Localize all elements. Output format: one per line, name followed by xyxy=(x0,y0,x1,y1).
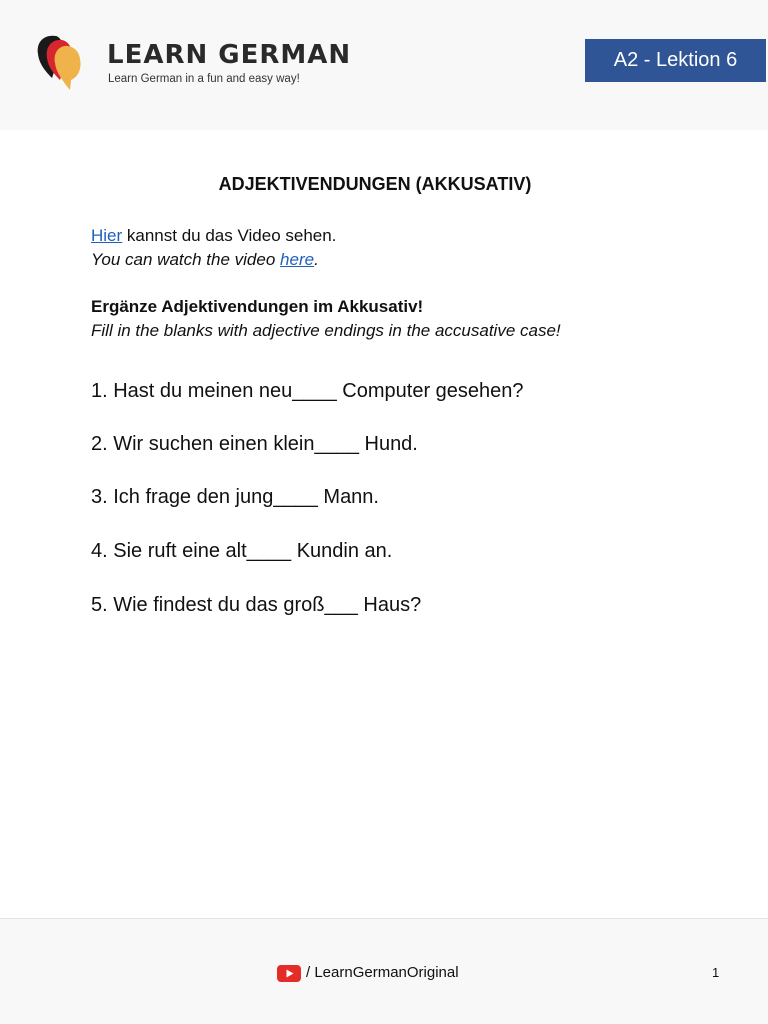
lesson-badge: A2 - Lektion 6 xyxy=(585,39,766,82)
video-line-english xyxy=(91,250,319,270)
video-link-hier[interactable]: Hier xyxy=(91,226,123,245)
exercise-item: 3. Ich frage den jung____ Mann. xyxy=(91,486,379,508)
exercise-item: 4. Sie ruft eine alt____ Kundin an. xyxy=(91,540,393,562)
instruction-english: Fill in the blanks with adjective endings in the accusative case! xyxy=(91,321,561,340)
video-line-english-text: You can watch the video xyxy=(91,250,281,269)
video-line-german-text: kannst du das Video sehen. xyxy=(122,226,337,245)
video-line-english-end: . xyxy=(314,250,319,269)
brand-tagline: Learn German in a fun and easy way! xyxy=(108,73,300,85)
page-title: ADJEKTIVENDUNGEN (AKKUSATIV) xyxy=(218,174,532,194)
youtube-channel-link[interactable]: / LearnGermanOriginal xyxy=(306,964,459,981)
youtube-icon[interactable] xyxy=(277,965,301,982)
exercise-item: 1. Hast du meinen neu____ Computer gesehen? xyxy=(91,380,524,402)
exercise-item: 5. Wie findest du das groß___ Haus? xyxy=(91,594,422,616)
video-link-here[interactable]: here xyxy=(280,250,315,269)
exercise-item: 2. Wir suchen einen klein____ Hund. xyxy=(91,433,418,455)
page-footer xyxy=(0,918,768,1024)
instruction-german: Ergänze Adjektivendungen im Akkusativ! xyxy=(91,297,424,316)
german-flag-speech-bubbles-icon xyxy=(34,32,84,92)
page-header xyxy=(0,0,768,130)
video-line-german xyxy=(91,226,336,246)
brand-name: LEARN GERMAN xyxy=(107,40,352,70)
page-number: 1 xyxy=(712,965,720,980)
